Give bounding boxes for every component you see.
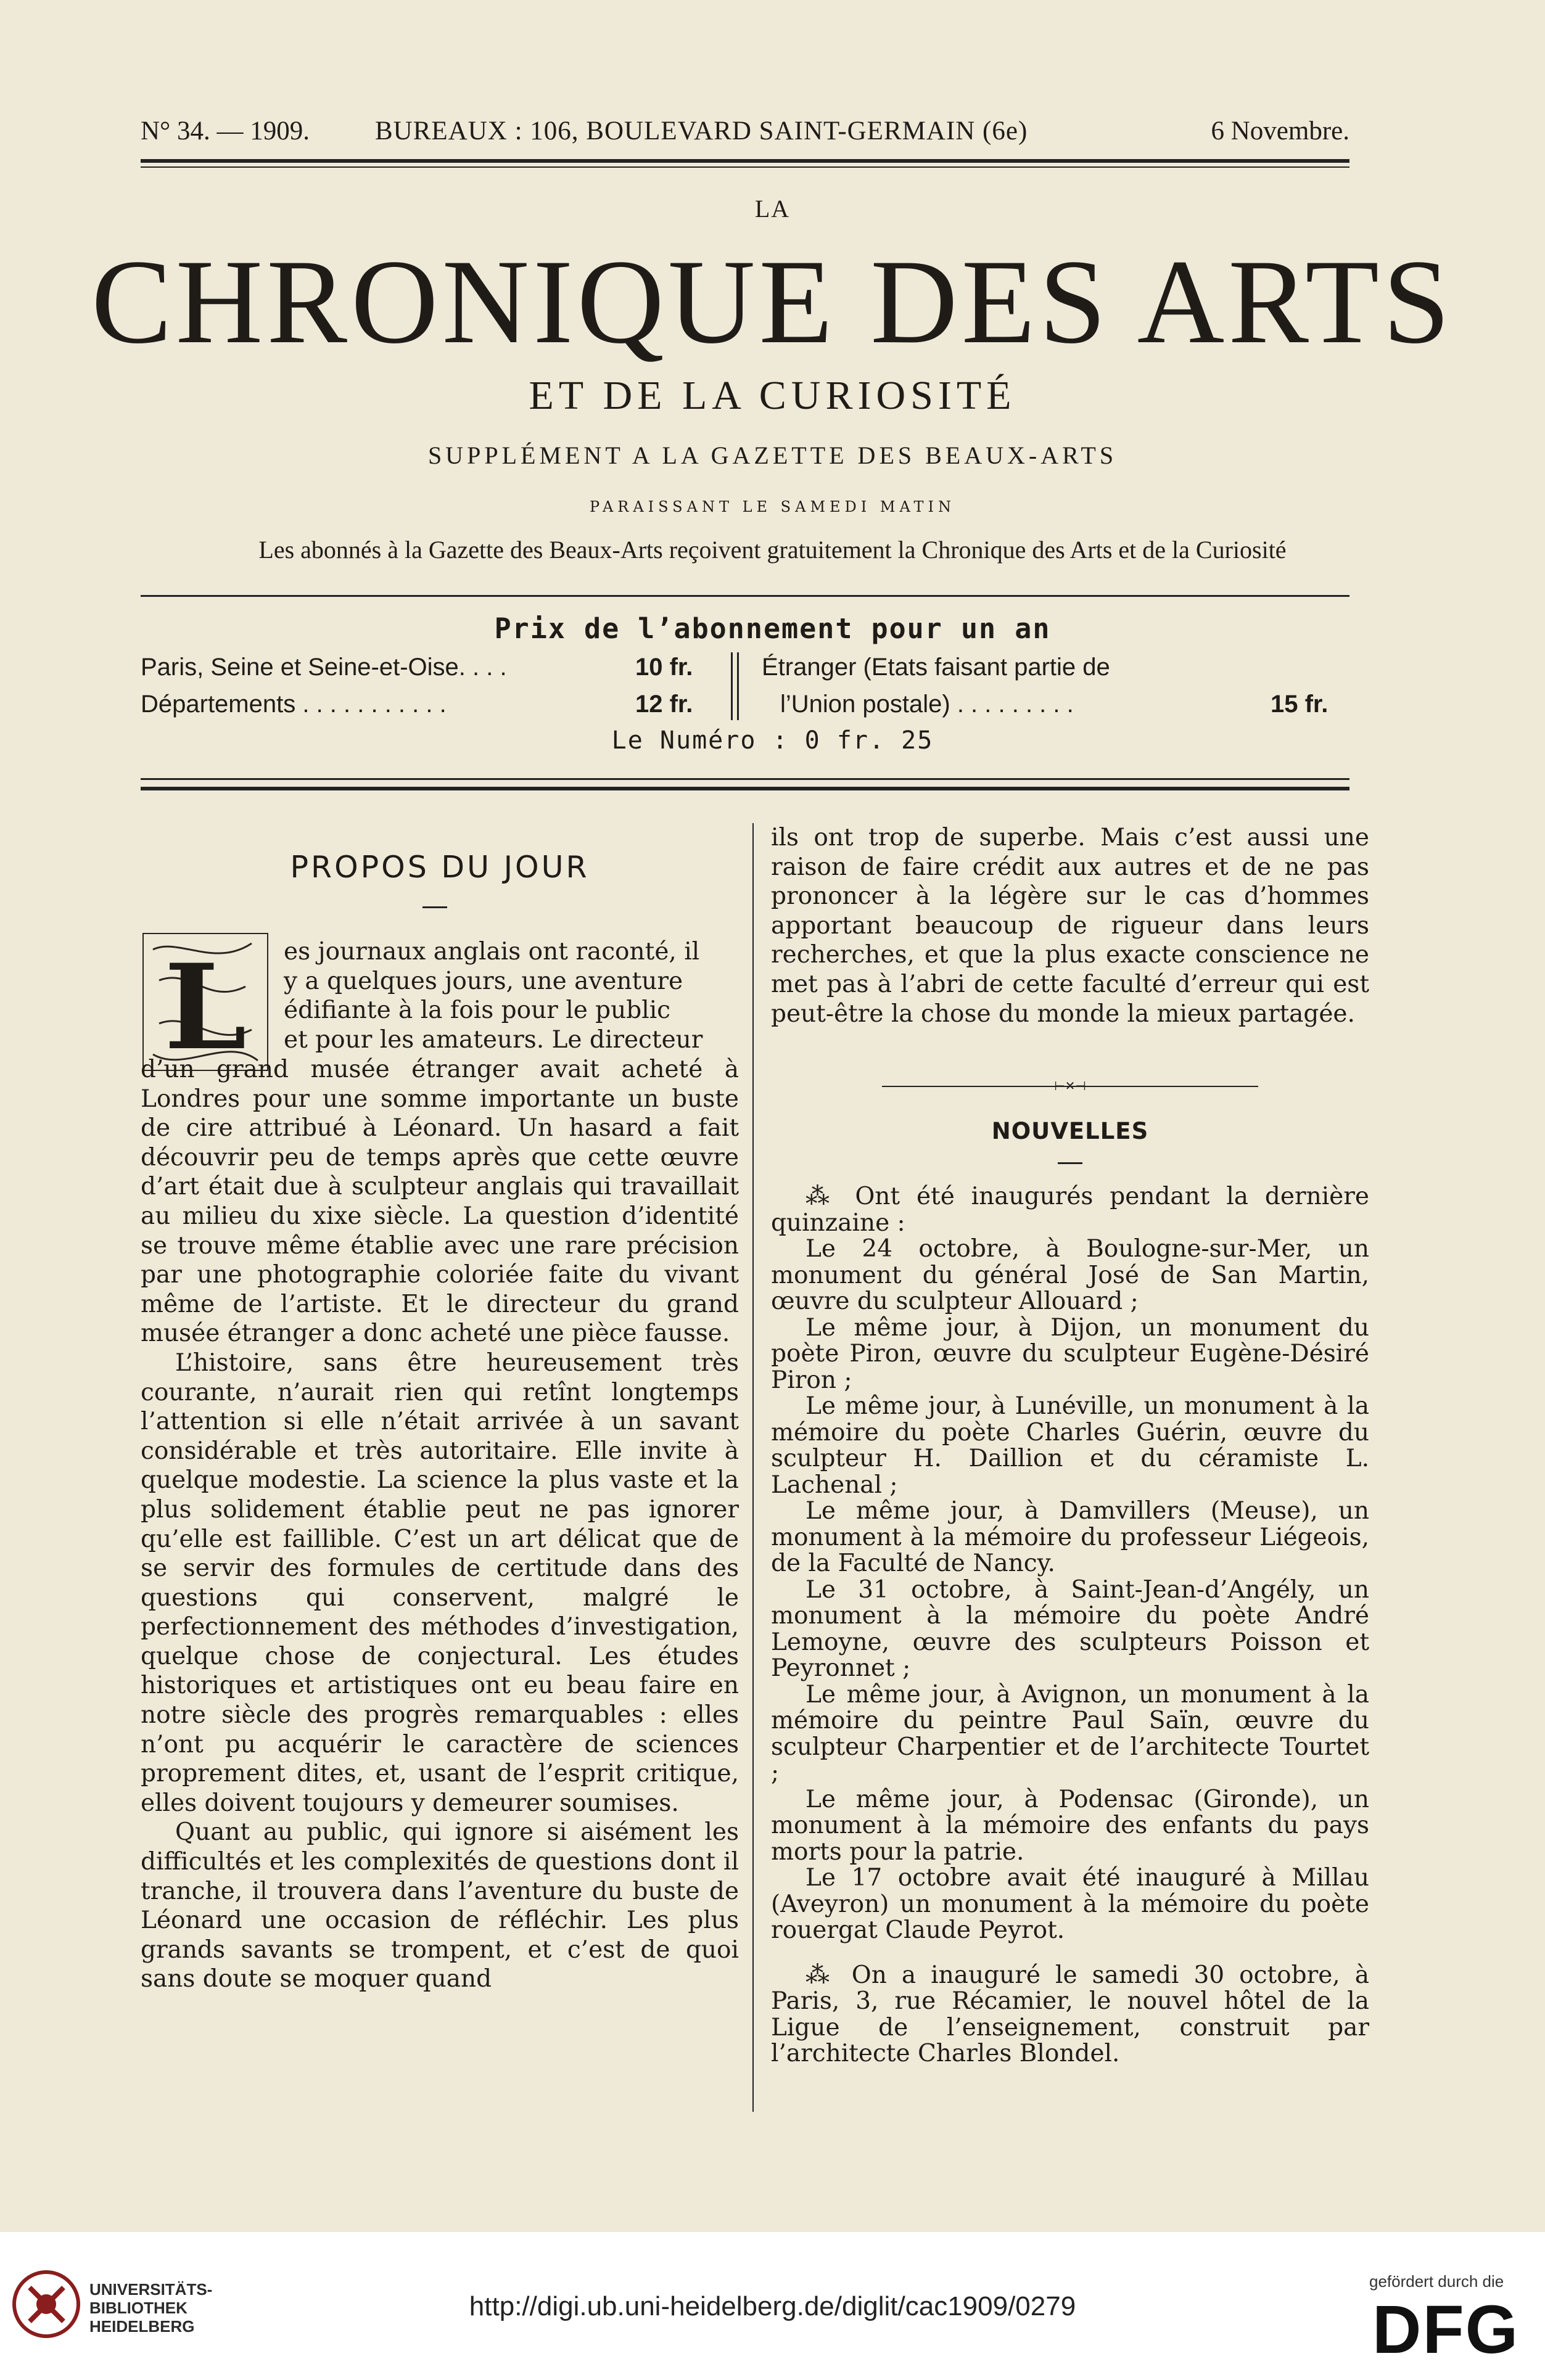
library-name: UNIVERSITÄTS- BIBLIOTHEK HEIDELBERG [89, 2280, 213, 2336]
bureaux-address: BUREAUX : 106, BOULEVARD SAINT-GERMAIN (6e) [375, 117, 1028, 146]
svg-text:⊢✕⊣: ⊢✕⊣ [1054, 1080, 1086, 1093]
ornamental-dropcap [141, 931, 270, 1073]
masthead-la: LA [754, 195, 791, 223]
prix-etranger-line2: l’Union postale) . . . . . . . . . [780, 691, 1074, 718]
nouvelles-item: Le même jour, à Podensac (Gironde), un monument à la mémoire des enfants du pays morts pour la patrie. [771, 1785, 1369, 1866]
header-rule-thin [141, 166, 1349, 168]
prix-divider [731, 652, 733, 720]
issue-number: N° 34. — 1909. [141, 117, 310, 146]
nouvelles-dash [1058, 1162, 1082, 1164]
propos-paragraph-1: d’un grand musée étranger avait acheté à Londres pour une somme importante un buste de cire attribué à Léonard. Un hasard a fait découvrir peu de temps après que cette œuvre d’art était due à sculpteur anglais qui travaillait au milieu du xixe siècle. La question d’identité se trouve même établie avec une rare précision par une photographie coloriée faite du vivant même de l’artiste. Et le directeur du grand musée étranger a donc acheté une pièce fausse. [141, 1056, 739, 1348]
nouvelles-item: Le même jour, à Dijon, un monument du poète Piron, œuvre du sculpteur Eugène-Désiré Piron ; [771, 1313, 1369, 1394]
prix-dept-price: 12 fr. [635, 691, 693, 718]
nouvelles-item: Le même jour, à Avignon, un monument à la mémoire du peintre Paul Saïn, œuvre du sculpteur Charpentier et de l’architecte Tourtet ; [771, 1680, 1369, 1787]
column-divider [752, 823, 754, 2112]
prix-paris-label: Paris, Seine et Seine-et-Oise. . . . [141, 654, 507, 681]
supplement-line: SUPPLÉMENT A LA GAZETTE DES BEAUX-ARTS [427, 441, 1118, 469]
propos-paragraph-2: L’histoire, sans être heureusement très courante, n’aurait rien qui retînt longtemps l’attention si elle n’était arrivée à un savant considérable et très autoritaire. Elle invite à quelque modestie. La science la plus vaste et la plus solidement établie peut ne pas ignorer qu’elle est faillible. C’est un art délicat que de se servir des formules de certitude dans des questions qui conservent, malgré le perfectionnement des méthodes d’investigation, quelque chose de conjectural. Les études historiques et artistiques ont eu beau faire en notre siècle des progrès remarquables : elles n’ont pu acquérir le caractère de sciences proprement dites, et, usant de l’esprit critique, elles doivent toujours y demeurer soumises. [141, 1348, 739, 1817]
nouvelles-item: ⁂ Ont été inaugurés pendant la dernière quinzaine : [771, 1183, 1369, 1237]
dropcap-ornament-icon [141, 931, 270, 1073]
nouvelles-body [771, 1184, 1369, 2067]
propos-heading: PROPOS DU JOUR [290, 850, 590, 885]
masthead-subtitle: ET DE LA CURIOSITÉ [529, 373, 1016, 418]
prix-dept-label: Départements . . . . . . . . . . . [141, 691, 447, 718]
propos-line-4: et pour les amateurs. Le directeur [284, 1025, 703, 1054]
propos-line-3: édifiante à la fois pour le public [284, 996, 671, 1025]
nouvelles-item: Le 24 octobre, à Boulogne-sur-Mer, un monument du général José de San Martin, œuvre du sculpteur Allouard ; [771, 1235, 1369, 1315]
propos-line-1: es journaux anglais ont raconté, il [284, 938, 700, 966]
funding-note: gefördert durch die [1369, 2272, 1504, 2291]
dropcap-letter: L [164, 938, 247, 1073]
propos-continuation [771, 823, 1369, 1028]
propos-line-2: y a quelques jours, une aventure [284, 967, 683, 995]
dfg-logo: DFG [1372, 2292, 1520, 2368]
running-head [141, 116, 1349, 153]
propos-paragraph-3: Quant au public, qui ignore si aisément les difficultés et les complexités de questions dont il tranche, il trouvera dans l’aventure du buste de Léonard une occasion de réfléchir. Les plus grands savants se trompent, et c’est de quoi sans doute se moquer quand [141, 1818, 739, 1993]
prix-etranger-line1: Étranger (Etats faisant partie de [762, 654, 1110, 681]
nouvelles-item: ⁂ On a inauguré le samedi 30 octobre, à Paris, 3, rue Récamier, le nouvel hôtel de la Ligue de l’enseignement, construit par l’architecte Charles Blondel. [771, 1961, 1369, 2067]
prix-bottom-rule [141, 778, 1349, 780]
nouvelles-item: Le 17 octobre avait été inauguré à Millau (Aveyron) un monument à la mémoire du poète rouergat Claude Peyrot. [771, 1864, 1369, 1944]
issue-date: 6 Novembre. [1211, 117, 1349, 146]
propos-body [141, 1055, 739, 1994]
nouvelles-item: Le même jour, à Damvillers (Meuse), un monument à la mémoire du professeur Liégeois, de la Faculté de Nancy. [771, 1497, 1369, 1577]
nouvelles-item: Le même jour, à Lunéville, un monument à la mémoire du poète Charles Guérin, œuvre du sculpteur H. Daillion et du céramiste L. Lachenal ; [771, 1392, 1369, 1499]
section-separator-icon [882, 1080, 1258, 1093]
parution-line: PARAISSANT LE SAMEDI MATIN [590, 498, 955, 515]
propos-first-lines [284, 937, 739, 1054]
digitization-url[interactable]: http://digi.ub.uni-heidelberg.de/diglit/cac1909/0279 [469, 2291, 1076, 2321]
propos-dash [422, 906, 447, 908]
numero-price: Le Numéro : 0 fr. 25 [611, 726, 934, 755]
header-rule [141, 159, 1349, 163]
masthead-title: CHRONIQUE DES ARTS [91, 235, 1454, 369]
nouvelles-item: Le 31 octobre, à Saint-Jean-d’Angély, un monument à la mémoire du poète André Lemoyne, œuvre des sculpteurs Poisson et Peyronnet ; [771, 1575, 1369, 1682]
prix-divider-2 [737, 652, 739, 720]
prix-paris-price: 10 fr. [635, 654, 693, 681]
prix-top-rule [141, 595, 1349, 597]
abonnes-note: Les abonnés à la Gazette des Beaux-Arts reçoivent gratuitement la Chronique des Arts et de la Curiosité [258, 536, 1287, 564]
prix-title: Prix de l’abonnement pour un an [494, 612, 1051, 645]
propos-paragraph-3-cont: ils ont trop de superbe. Mais c’est aussi une raison de faire crédit aux autres et de ne pas prononcer à la légère sur le cas d’hommes apportant beaucoup de rigueur dans leurs recherches, et que la plus exacte conscience ne met pas à l’abri de cette faculté d’erreur qui est peut-être la chose du monde la mieux partagée. [771, 824, 1369, 1028]
nouvelles-heading: NOUVELLES [991, 1118, 1149, 1144]
prix-etranger-price: 15 fr. [1271, 691, 1329, 718]
prix-bottom-rule-thick [141, 787, 1349, 790]
